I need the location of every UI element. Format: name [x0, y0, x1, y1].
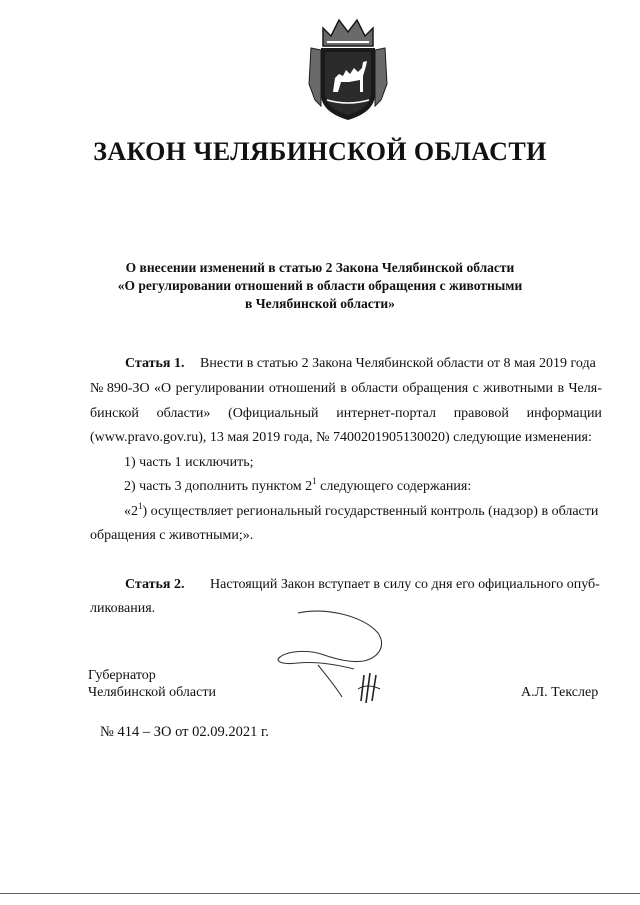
item-2-text-end: следующего содержания:: [316, 479, 472, 494]
word: регулировании: [175, 381, 265, 396]
word: в: [557, 381, 565, 396]
article-1-line-1: Внести в статью 2 Закона Челябинской области от 8 мая 2019 года: [200, 356, 596, 371]
article-2-label: Статья 2.: [125, 577, 185, 592]
quote-text: ) осуществляет региональный государственный контроль (надзор) в области: [142, 504, 599, 519]
handwritten-signature: [268, 605, 398, 710]
subtitle-line-2: «О регулировании отношений в области обращения с животными: [117, 278, 523, 293]
article-1-item-2: [124, 478, 471, 496]
word: области: [351, 381, 399, 396]
word: информации: [526, 406, 602, 421]
subtitle-line-3: в Челябинской области»: [245, 296, 395, 311]
subtitle-line-1: О внесении изменений в статью 2 Закона Челябинской области: [125, 260, 515, 275]
word: животными: [483, 381, 554, 396]
signatory-name: А.Л. Текслер: [521, 685, 599, 700]
quote-superscript: 1: [138, 501, 143, 511]
word: «О: [154, 381, 172, 396]
word: интернет-портал: [336, 406, 436, 421]
word: (Официальный: [228, 406, 319, 421]
word: Челя-: [568, 381, 602, 396]
item-2-text: 2) часть 3 дополнить пунктом 2: [124, 479, 313, 494]
article-1-line-2: [90, 380, 602, 398]
article-2-line-2: ликования.: [90, 601, 156, 616]
article-1-item-1: 1) часть 1 исключить;: [124, 455, 254, 470]
word: обращения: [402, 381, 469, 396]
signatory-position-line-2: Челябинской области: [88, 685, 216, 700]
signatory-position-line-1: Губернатор: [88, 668, 156, 683]
law-title: ЗАКОН ЧЕЛЯБИНСКОЙ ОБЛАСТИ: [93, 137, 547, 166]
word: области»: [156, 406, 211, 421]
word: правовой: [453, 406, 509, 421]
word: бинской: [90, 406, 139, 421]
item-2-superscript: 1: [312, 476, 317, 486]
article-1-label: Статья 1.: [125, 356, 185, 371]
article-1-quote-line-1: [124, 503, 598, 521]
article-2-heading: [125, 576, 184, 594]
article-2-line-1: Настоящий Закон вступает в силу со дня его официального опуб-: [210, 577, 600, 592]
word: отношений: [268, 381, 336, 396]
quote-start: «2: [124, 504, 138, 519]
article-1-quote-line-2: обращения с животными;».: [90, 528, 254, 543]
bottom-divider: [0, 893, 640, 894]
article-1-heading: [125, 355, 184, 373]
document-number: № 414 – ЗО от 02.09.2021 г.: [100, 724, 269, 740]
word: в: [340, 381, 347, 396]
article-1-line-4: (www.pravo.gov.ru), 13 мая 2019 года, № 7400201905130020) следующие изменения:: [90, 430, 592, 445]
article-1-line-3: [90, 405, 602, 423]
word: № 890-ЗО: [90, 381, 150, 396]
coat-of-arms-emblem: [305, 14, 391, 124]
word: с: [472, 381, 479, 396]
